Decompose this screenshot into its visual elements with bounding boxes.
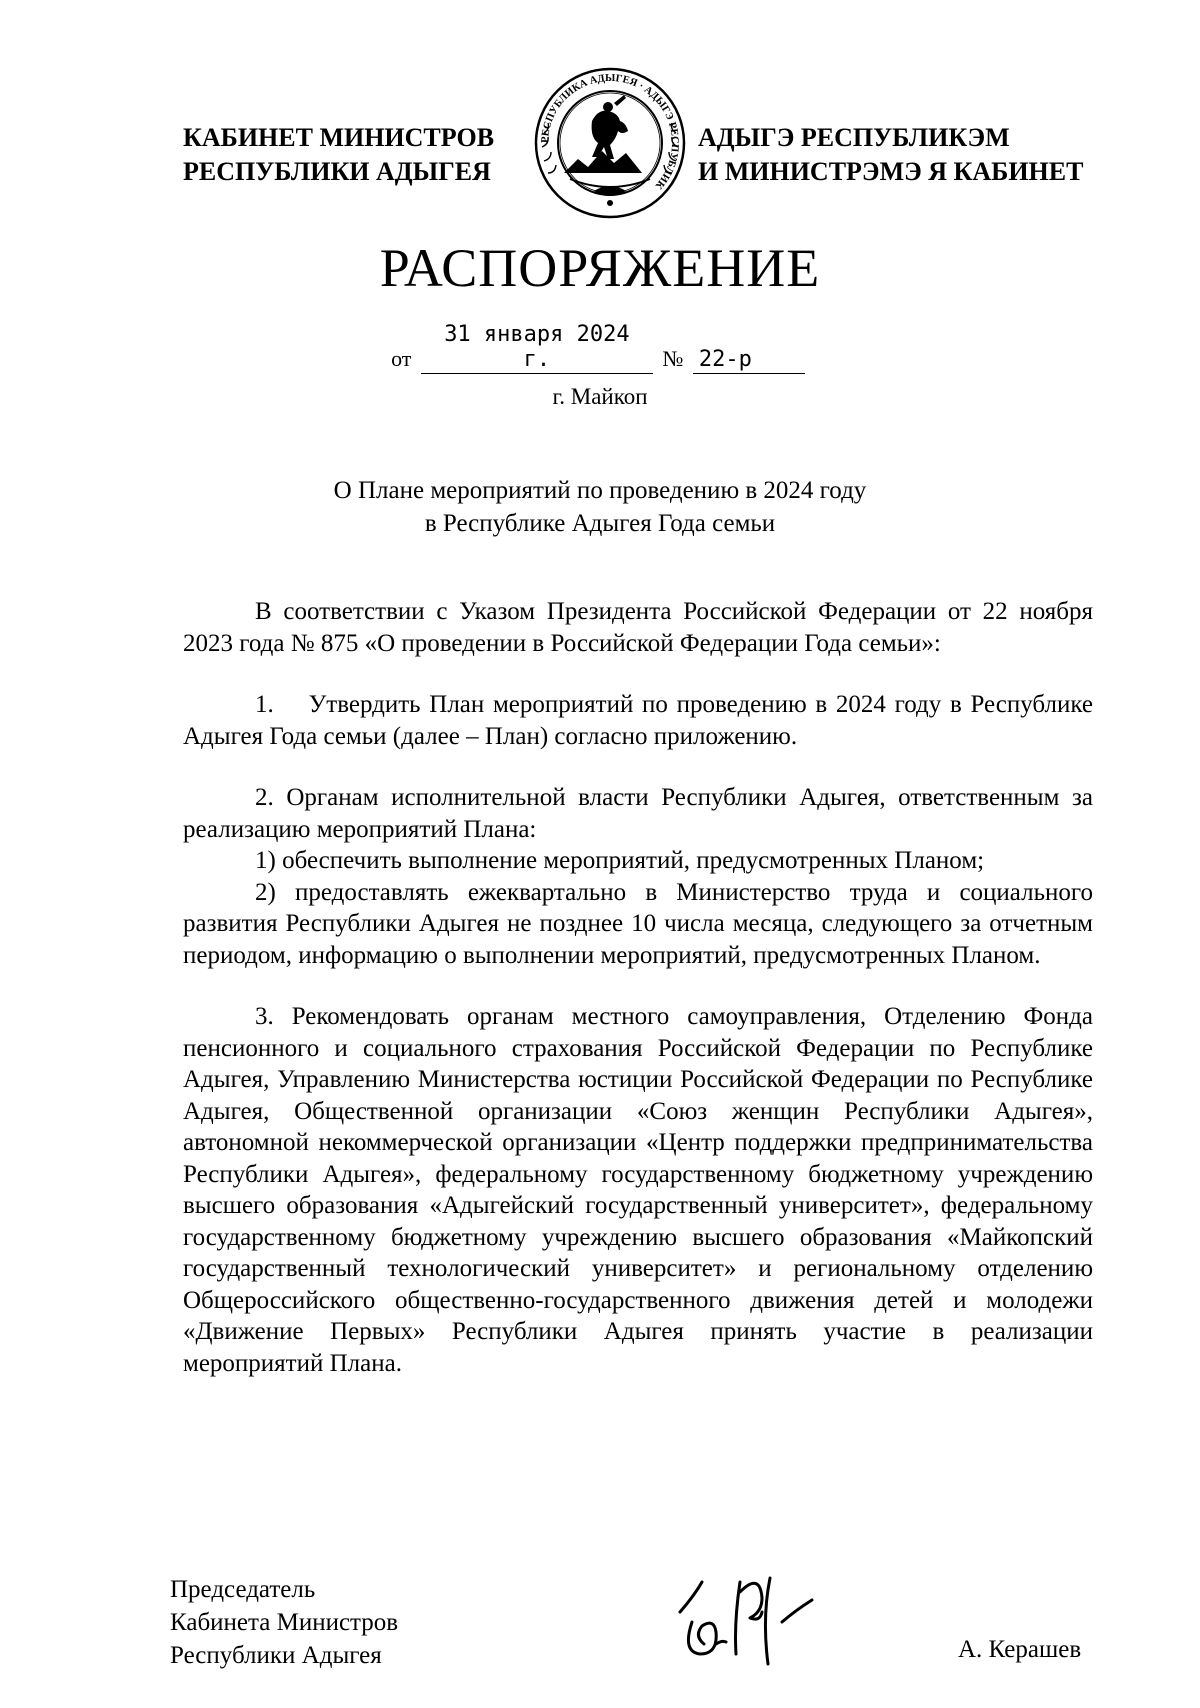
header-right <box>698 121 1118 189</box>
item-2-subitem-1: 1) обеспечить выполнение мероприятий, предусмотренных Планом; <box>255 847 985 874</box>
header-left-line2: РЕСПУБЛИКИ АДЫГЕЯ <box>183 157 491 186</box>
item-3-paragraph: 3. Рекомендовать органам местного самоуправления, Отделению Фонда пенсионного и социального страхования Российской Федерации по Республике Адыгея, Управлению Министерства юстиции Российской Федерации по Республике Адыгея, Общественной организации «Союз женщин Республики Адыгея», автономной некоммерческой организации «Центр поддержки предпринимательства Республики Адыгея», федеральному государственному бюджетному учреждению высшего образования «Адыгейский государственный университет», федеральному государственному бюджетному учреждению высшего образования «Майкопский государственный технологический университет» и региональному отделению Общероссийского общественно-государственного движения детей и молодежи «Движение Первых» Республики Адыгея принять участие в реализации мероприятий Плана. <box>183 1003 1093 1377</box>
item-1-paragraph: 1. Утвердить План мероприятий по проведению в 2024 году в Республике Адыгея Года семьи (далее – План) согласно приложению. <box>183 691 1100 750</box>
document-number: 22-р <box>693 347 805 374</box>
item-2-intro-paragraph: 2. Органам исполнительной власти Республики Адыгея, ответственным за реализацию мероприятий Плана: <box>183 784 1093 843</box>
preamble-paragraph: В соответствии с Указом Президента Российской Федерации от 22 ноября 2023 года № 875 «О проведении в Российской Федерации Года семьи»: <box>183 598 1093 657</box>
coat-of-arms-emblem <box>530 63 690 223</box>
signatory-title-line1: Председатель <box>170 1576 316 1603</box>
number-label: № <box>662 346 684 371</box>
header-left <box>183 121 513 189</box>
date-number-line <box>0 322 1200 374</box>
document-subject <box>0 474 1200 540</box>
city: г. Майкоп <box>552 384 648 409</box>
header-right-line1: АДЫГЭ РЕСПУБЛИКЭМ <box>698 123 1010 152</box>
document-body <box>183 596 1100 1379</box>
signatory-title-line3: Республики Адыгея <box>170 1642 382 1669</box>
header-right-line2: И МИНИСТРЭМЭ Я КАБИНЕТ <box>698 157 1084 186</box>
header-left-line1: КАБИНЕТ МИНИСТРОВ <box>183 123 495 152</box>
signatory-name: А. Керашев <box>958 1636 1082 1663</box>
handwritten-signature <box>670 1552 840 1672</box>
subject-line1: О Плане мероприятий по проведению в 2024 году <box>333 477 867 504</box>
subject-line2: в Республике Адыгея Года семьи <box>424 510 776 537</box>
from-label: от <box>391 346 412 371</box>
signatory-title-line2: Кабинета Министров <box>170 1609 399 1636</box>
document-title: РАСПОРЯЖЕНИЕ <box>379 238 821 298</box>
item-2-subitem-2: 2) предоставлять ежеквартально в Министерство труда и социального развития Республики Адыгея не позднее 10 числа месяца, следующего за отчетным периодом, информацию о выполнении мероприятий, предусмотренных Планом. <box>183 878 1093 969</box>
signatory-title <box>170 1573 398 1672</box>
document-date: 31 января 2024 г. <box>421 322 653 374</box>
emblem-ring-text: РЕСПУБЛИКА АДЫГЕЯ · АДЫГЭ РЕСПУБЛИК <box>539 72 681 191</box>
